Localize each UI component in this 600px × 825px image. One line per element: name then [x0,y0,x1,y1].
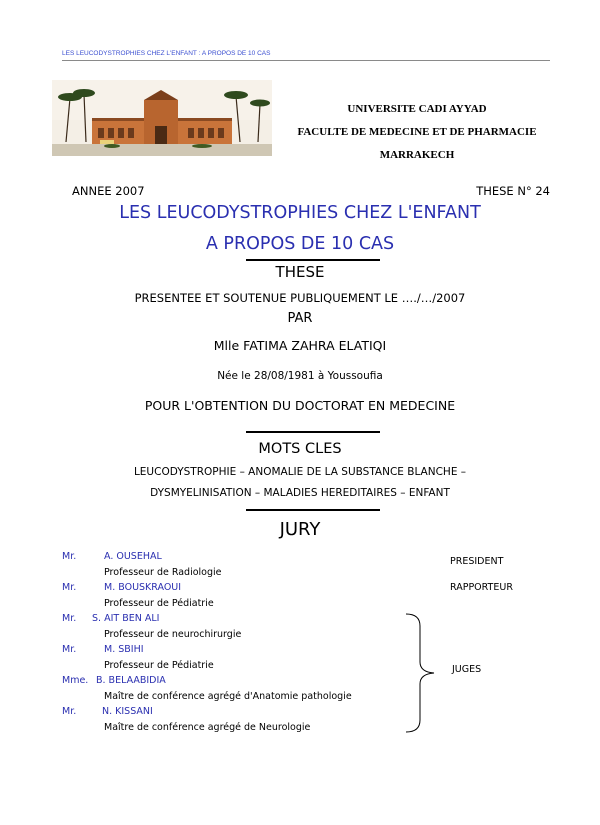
jury-member [62,704,392,720]
jury-member [62,642,392,658]
member-position: Professeur de Radiologie [104,566,222,578]
member-position: Professeur de neurochirurgie [104,628,242,640]
role-juges: JUGES [452,664,482,675]
jury-heading: JURY [279,519,321,540]
thesis-title-line2: A PROPOS DE 10 CAS [205,234,395,254]
member-honorific: Mr. [62,551,77,562]
member-honorific: Mme. [62,675,89,686]
city-name: MARRAKECH [379,149,455,161]
member-honorific: Mr. [62,582,77,593]
thesis-number: THESE N° 24 [476,184,550,198]
thesis-heading: THESE [275,263,325,281]
member-name: A. OUSEHAL [104,551,162,562]
institution-block [282,98,552,167]
member-name: N. KISSANI [102,706,153,717]
member-honorific: Mr. [62,613,77,624]
faculty-name: FACULTE DE MEDECINE ET DE PHARMACIE [297,126,537,138]
keywords-heading: MOTS CLES [258,441,342,457]
divider [246,509,380,511]
thesis-year: ANNEE 2007 [72,184,145,198]
jury-member [62,549,392,565]
jury-member [62,611,392,627]
running-header: LES LEUCODYSTROPHIES CHEZ L'ENFANT : A PROPOS DE 10 CAS [62,50,550,61]
university-name: UNIVERSITE CADI AYYAD [347,103,487,115]
member-name: S. AIT BEN ALI [92,613,160,624]
role-rapporteur: RAPPORTEUR [450,582,513,593]
birth-info: Née le 28/08/1981 à Youssoufia [217,370,383,382]
member-position: Professeur de Pédiatrie [104,597,214,609]
member-position: Maître de conférence agrégé de Neurologie [104,721,311,733]
par-label: PAR [287,311,313,326]
keywords-line2: DYSMYELINISATION – MALADIES HEREDITAIRES – ENFANT [150,487,450,499]
right-brace-icon [402,612,442,734]
divider [246,431,380,433]
keywords-line1: LEUCODYSTROPHIE – ANOMALIE DE LA SUBSTANCE BLANCHE – [133,466,467,478]
faculty-building-logo [52,80,272,156]
jury-list [62,549,392,735]
thesis-title-line1: LES LEUCODYSTROPHIES CHEZ L'ENFANT [119,203,481,223]
role-president: PRESIDENT [450,556,504,567]
presentation-text: PRESENTEE ET SOUTENUE PUBLIQUEMENT LE …./…/2007 [134,291,466,305]
jury-member [62,580,392,596]
jury-member [62,673,392,689]
member-position: Maître de conférence agrégé d'Anatomie pathologie [104,690,352,702]
degree-purpose: POUR L'OBTENTION DU DOCTORAT EN MEDECINE [144,398,456,413]
author-name: Mlle FATIMA ZAHRA ELATIQI [213,338,387,353]
member-honorific: Mr. [62,644,77,655]
member-position: Professeur de Pédiatrie [104,659,214,671]
divider [246,259,380,261]
member-name: M. BOUSKRAOUI [104,582,182,593]
member-name: B. BELAABIDIA [96,675,166,686]
member-name: M. SBIHI [104,644,144,655]
member-honorific: Mr. [62,706,77,717]
